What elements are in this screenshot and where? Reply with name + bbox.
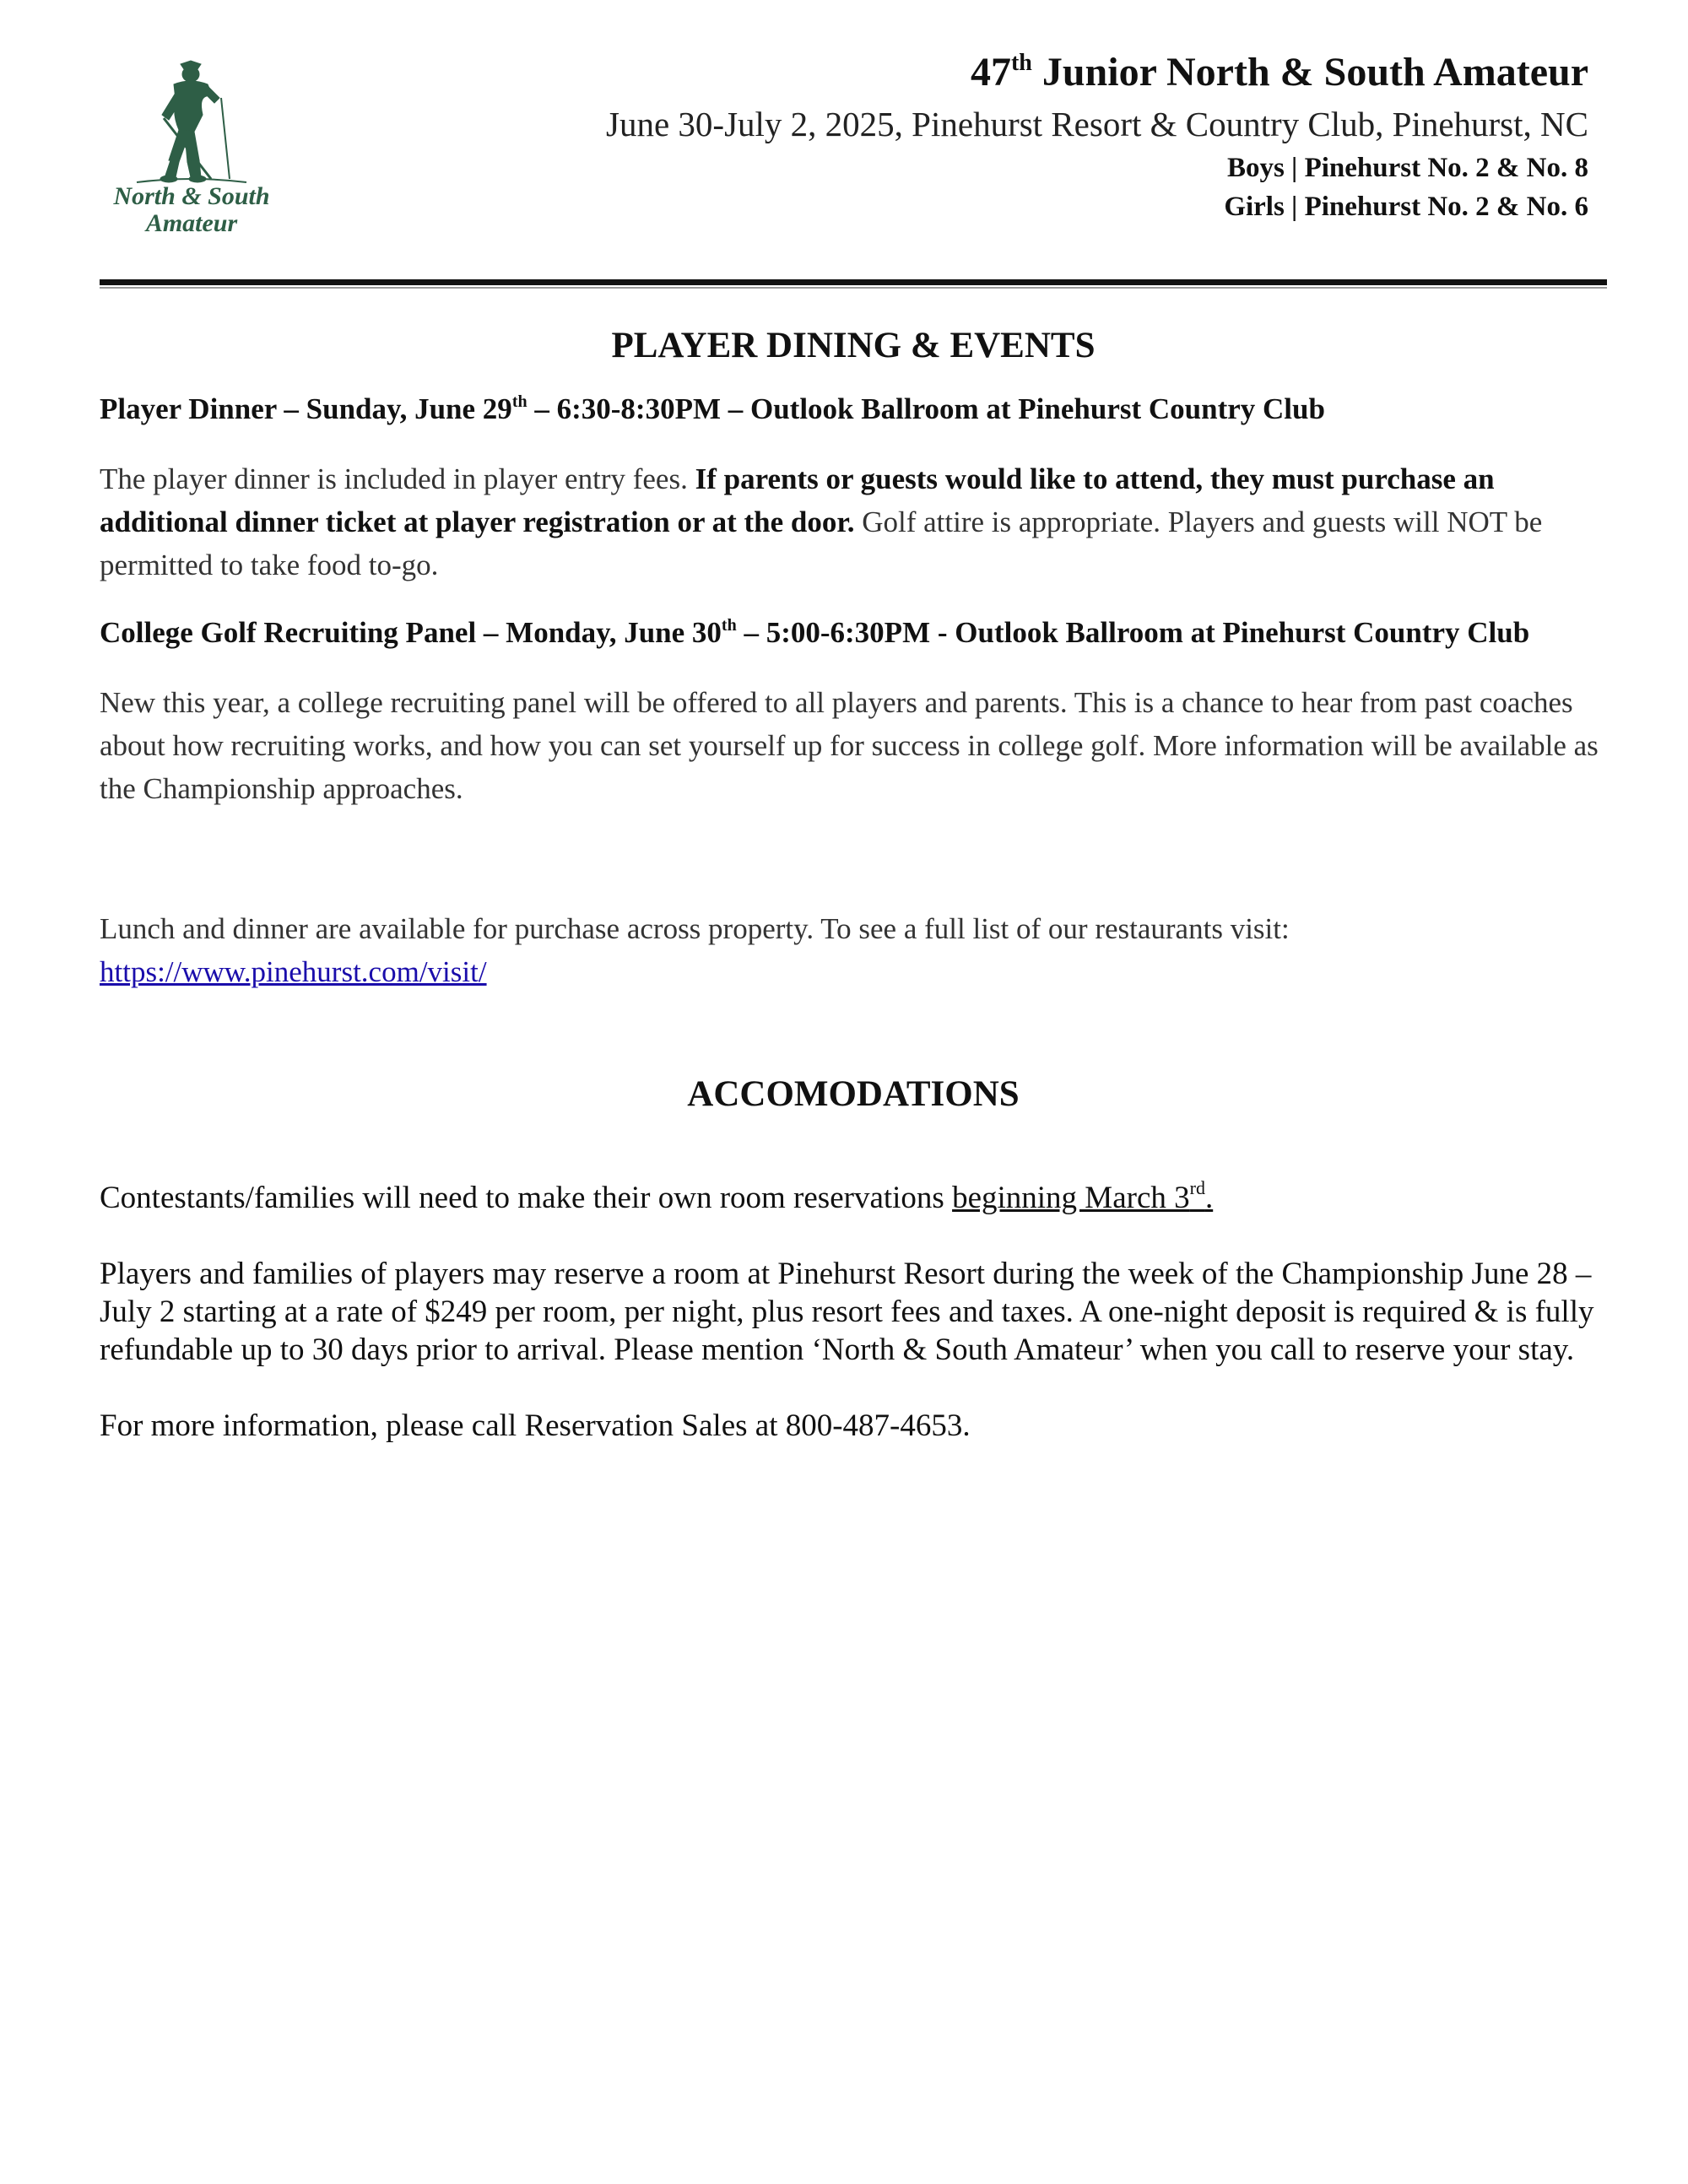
reservations-date-sup: rd (1189, 1177, 1205, 1198)
pinehurst-visit-link[interactable]: https://www.pinehurst.com/visit/ (100, 955, 487, 988)
restaurants-text-body: Lunch and dinner are available for purchase across property. To see a full list of our restaurants visit: (100, 912, 1290, 945)
championship-title (606, 47, 1588, 98)
document-header (606, 47, 1588, 226)
player-dinner-title (100, 388, 1607, 430)
player-dinner-title-sup: th (511, 392, 528, 411)
dates-location: June 30-July 2, 2025, Pinehurst Resort & Country Club, Pinehurst, NC (606, 105, 1588, 143)
reservations-date (952, 1177, 1214, 1215)
restaurants-text (100, 907, 1607, 993)
title-ordinal-suffix: th (1010, 50, 1032, 76)
logo-line-1: North & South (113, 182, 270, 210)
recruiting-panel-title-part: College Golf Recruiting Panel – Monday, June 30 (100, 616, 722, 649)
title-text: Junior North & South Amateur (1031, 50, 1588, 95)
player-dinner-title-part: Player Dinner – Sunday, June 29 (100, 392, 512, 425)
reservations-date-end: . (1204, 1181, 1214, 1215)
player-dinner-text: Golf attire is appropriate. Players and guests will NOT be permitted to take food to-go. (100, 505, 1543, 581)
player-dinner-title-part: – 6:30-8:30PM – Outlook Ballroom at Pinehurst Country Club (527, 392, 1325, 425)
boys-courses: Boys | Pinehurst No. 2 & No. 8 (1226, 153, 1588, 183)
player-dinner-text: The player dinner is included in player entry fees. (100, 462, 695, 495)
north-south-amateur-logo (103, 59, 280, 236)
reservation-contact: For more information, please call Reservation Sales at 800-487-4653. (100, 1408, 971, 1443)
logo-line-2: Amateur (145, 209, 238, 236)
reservations-date-text: beginning March 3 (952, 1181, 1190, 1215)
recruiting-panel-description: New this year, a college recruiting panel will be offered to all players and parents. This is a chance to hear from past coaches about how recruiting works, and how you can set yourself up for success in college golf. More information will be available as the Championship approaches. (100, 686, 1599, 805)
header-divider (100, 279, 1607, 285)
header-divider-shadow (100, 287, 1607, 289)
player-dinner-guest-notice: If parents or guests would like to attend, they must purchase an additional dinner ticket at player registration or at the door. (100, 462, 1495, 538)
reservations-text: Contestants/families will need to make their own room reservations (100, 1181, 953, 1215)
recruiting-panel-title-part: – 5:00-6:30PM - Outlook Ballroom at Pinehurst Country Club (736, 616, 1530, 649)
accommodations-heading: ACCOMODATIONS (687, 1074, 1020, 1114)
girls-courses: Girls | Pinehurst No. 2 & No. 6 (1224, 192, 1588, 222)
reservations-start-text (100, 1179, 1607, 1217)
title-ordinal: 47 (970, 50, 1011, 95)
document-body (100, 321, 1607, 1445)
recruiting-panel-title-sup: th (721, 616, 737, 635)
recruiting-panel-title (100, 612, 1607, 654)
golfer-logo-icon (103, 59, 280, 236)
accommodation-details: Players and families of players may reserve a room at Pinehurst Resort during the week of the Championship June 28 – July 2 starting at a rate of $249 per room, per night, plus resort fees and taxes. A one-night deposit is required & is fully refundable up to 30 days prior to arrival. Please mention ‘North & South Amateur’ when you call to reserve your stay. (100, 1257, 1594, 1367)
player-dinner-description (100, 457, 1607, 587)
dining-heading: PLAYER DINING & EVENTS (611, 326, 1096, 365)
